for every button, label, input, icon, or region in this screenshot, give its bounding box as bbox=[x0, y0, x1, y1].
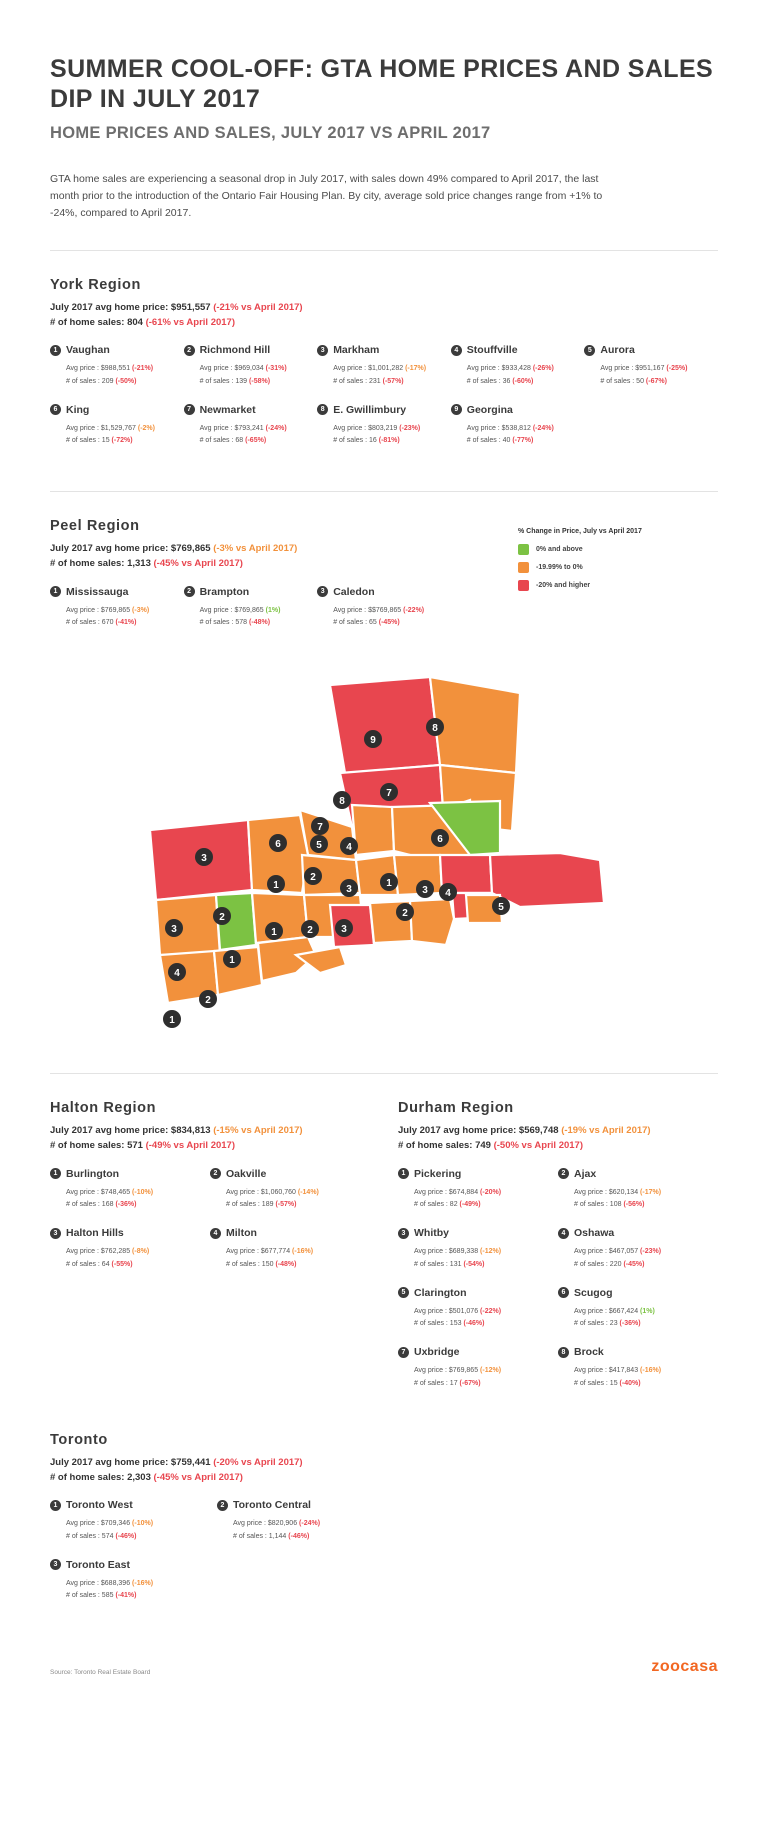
region-title: Durham Region bbox=[398, 1100, 514, 1117]
region-price-change: (-15% vs April 2017) bbox=[213, 1125, 303, 1137]
city-price: Avg price : $620,134 bbox=[574, 1188, 639, 1196]
city-price: Avg price : $667,424 bbox=[574, 1307, 639, 1315]
city-number: 1 bbox=[50, 1500, 61, 1511]
city-sales: # of sales : 108 bbox=[574, 1201, 622, 1209]
city-name: Markham bbox=[333, 344, 380, 357]
city-name: Pickering bbox=[414, 1167, 462, 1180]
city-name: Scugog bbox=[574, 1286, 613, 1299]
city-name: Caledon bbox=[333, 585, 375, 598]
svg-text:2: 2 bbox=[205, 995, 211, 1007]
region-sales-label: # of home sales: 804 bbox=[50, 316, 146, 328]
city-sales: # of sales : 150 bbox=[226, 1260, 274, 1268]
svg-text:6: 6 bbox=[275, 839, 281, 851]
city-sales: # of sales : 168 bbox=[66, 1201, 114, 1209]
city-sales-change: (-81%) bbox=[378, 437, 400, 445]
city-sales: # of sales : 36 bbox=[466, 377, 511, 385]
city-sales: # of sales : 16 bbox=[333, 437, 377, 445]
city-number: 2 bbox=[184, 586, 195, 597]
city-sales-change: (-36%) bbox=[619, 1320, 641, 1328]
page-title: SUMMER COOL-OFF: GTA HOME PRICES AND SALES DIP IN JULY 2017 bbox=[50, 55, 714, 113]
city-price-change: (-17%) bbox=[405, 365, 427, 373]
region-sales-change: (-50% vs April 2017) bbox=[493, 1140, 583, 1152]
city-number: 6 bbox=[50, 404, 61, 415]
legend-item bbox=[518, 544, 718, 555]
city-price: Avg price : $748,465 bbox=[66, 1188, 131, 1196]
legend-title: % Change in Price, July vs April 2017 bbox=[518, 528, 642, 536]
city-name: Halton Hills bbox=[66, 1227, 124, 1240]
city-sales-change: (-77%) bbox=[512, 437, 534, 445]
city-item bbox=[584, 344, 718, 388]
city-item bbox=[184, 344, 318, 388]
city-name: Milton bbox=[226, 1227, 257, 1240]
city-price-change: (-21%) bbox=[132, 365, 154, 373]
region-sales-change: (-45% vs April 2017) bbox=[153, 558, 243, 570]
city-sales: # of sales : 153 bbox=[414, 1320, 462, 1328]
svg-text:7: 7 bbox=[386, 788, 392, 800]
city-price-change: (-26%) bbox=[532, 365, 554, 373]
region-stats bbox=[50, 1124, 370, 1153]
region-sales-change: (-49% vs April 2017) bbox=[145, 1140, 235, 1152]
city-price-change: (-23%) bbox=[640, 1248, 662, 1256]
city-name: E. Gwillimbury bbox=[333, 403, 407, 416]
city-sales-change: (-65%) bbox=[245, 437, 267, 445]
region-halton bbox=[50, 1074, 370, 1405]
city-name: Burlington bbox=[66, 1167, 120, 1180]
footer bbox=[0, 1618, 768, 1702]
city-sales-change: (-54%) bbox=[463, 1260, 485, 1268]
city-sales: # of sales : 64 bbox=[66, 1260, 110, 1268]
city-price: Avg price : $793,241 bbox=[199, 424, 264, 432]
city-price-change: (-23%) bbox=[399, 424, 421, 432]
city-name: Richmond Hill bbox=[199, 344, 271, 357]
city-price: Avg price : $1,001,282 bbox=[333, 365, 404, 373]
svg-text:3: 3 bbox=[422, 885, 428, 897]
city-sales-change: (-50%) bbox=[115, 377, 137, 385]
city-grid bbox=[50, 1168, 370, 1287]
city-number: 6 bbox=[558, 1287, 569, 1298]
legend-swatch-red bbox=[518, 580, 529, 591]
city-price: Avg price : $769,865 bbox=[414, 1367, 479, 1375]
city-item bbox=[50, 404, 184, 448]
source-note: Source: Toronto Real Estate Board bbox=[50, 1669, 151, 1677]
city-price-change: (-16%) bbox=[292, 1248, 314, 1256]
city-item bbox=[558, 1168, 718, 1212]
svg-text:7: 7 bbox=[317, 822, 323, 834]
city-sales: # of sales : 578 bbox=[199, 619, 248, 627]
region-title: Toronto bbox=[50, 1431, 108, 1448]
city-number: 3 bbox=[317, 586, 328, 597]
city-name: Brampton bbox=[199, 585, 250, 598]
region-sales-label: # of home sales: 1,313 bbox=[50, 558, 154, 570]
city-price-change: (-22%) bbox=[480, 1307, 502, 1315]
city-price: Avg price : $709,346 bbox=[66, 1520, 131, 1528]
city-item bbox=[50, 1499, 217, 1543]
city-price: Avg price : $988,551 bbox=[66, 365, 131, 373]
legend-label: -19.99% to 0% bbox=[536, 564, 583, 572]
region-title: Halton Region bbox=[50, 1100, 157, 1117]
city-number: 8 bbox=[558, 1347, 569, 1358]
map-svg bbox=[0, 655, 768, 1055]
city-number: 2 bbox=[210, 1168, 221, 1179]
city-price: Avg price : $769,865 bbox=[199, 606, 264, 614]
city-price-change: (-31%) bbox=[265, 365, 287, 373]
city-name: Vaughan bbox=[66, 344, 110, 357]
city-name: Aurora bbox=[600, 344, 635, 357]
region-price-change: (-20% vs April 2017) bbox=[213, 1456, 303, 1468]
region-title: Peel Region bbox=[50, 518, 140, 535]
city-item bbox=[50, 1559, 217, 1603]
city-number: 5 bbox=[584, 345, 595, 356]
svg-text:9: 9 bbox=[370, 735, 376, 747]
city-price: Avg price : $677,774 bbox=[226, 1248, 291, 1256]
city-price-change: (-17%) bbox=[640, 1188, 662, 1196]
city-sales: # of sales : 15 bbox=[574, 1379, 618, 1387]
city-name: Oshawa bbox=[574, 1227, 615, 1240]
svg-text:2: 2 bbox=[307, 925, 313, 937]
city-sales: # of sales : 50 bbox=[600, 377, 644, 385]
city-price: Avg price : $762,285 bbox=[66, 1248, 131, 1256]
city-item bbox=[558, 1346, 718, 1390]
city-sales-change: (-60%) bbox=[512, 377, 534, 385]
city-sales-change: (-49%) bbox=[459, 1201, 481, 1209]
city-sales: # of sales : 17 bbox=[414, 1379, 458, 1387]
city-item bbox=[451, 404, 585, 448]
region-price-label: July 2017 avg home price: $769,865 bbox=[50, 543, 214, 555]
city-sales: # of sales : 82 bbox=[414, 1201, 458, 1209]
map-region-newmarket[interactable] bbox=[352, 805, 394, 855]
city-number: 5 bbox=[398, 1287, 409, 1298]
city-price: Avg price : $820,906 bbox=[233, 1520, 298, 1528]
city-number: 3 bbox=[50, 1559, 61, 1570]
city-price-change: (-20%) bbox=[480, 1188, 502, 1196]
city-number: 1 bbox=[50, 1168, 61, 1179]
region-stats bbox=[50, 1456, 384, 1485]
city-price-change: (1%) bbox=[640, 1307, 655, 1315]
city-price-change: (-10%) bbox=[132, 1188, 154, 1196]
city-item bbox=[317, 586, 451, 630]
city-price-change: (-12%) bbox=[480, 1248, 502, 1256]
city-price-change: (-3%) bbox=[132, 606, 150, 614]
city-item bbox=[398, 1168, 558, 1212]
city-number: 7 bbox=[184, 404, 195, 415]
city-item bbox=[558, 1287, 718, 1331]
city-sales-change: (-41%) bbox=[115, 619, 137, 627]
city-price-change: (-24%) bbox=[299, 1520, 321, 1528]
city-name: Uxbridge bbox=[414, 1346, 460, 1359]
city-item bbox=[50, 1168, 210, 1212]
city-sales-change: (-72%) bbox=[111, 437, 133, 445]
city-number: 4 bbox=[451, 345, 462, 356]
svg-text:8: 8 bbox=[432, 723, 438, 735]
city-price-change: (-12%) bbox=[480, 1367, 502, 1375]
city-price-change: (1%) bbox=[265, 606, 281, 614]
city-name: Toronto West bbox=[66, 1499, 133, 1512]
city-number: 3 bbox=[50, 1228, 61, 1239]
gta-choropleth-map bbox=[0, 655, 768, 1045]
city-number: 1 bbox=[50, 345, 61, 356]
svg-text:4: 4 bbox=[445, 888, 451, 900]
city-price: Avg price : $803,219 bbox=[333, 424, 398, 432]
city-sales-change: (-40%) bbox=[619, 1379, 641, 1387]
region-price-label: July 2017 avg home price: $834,813 bbox=[50, 1125, 214, 1137]
city-price: Avg price : $$769,865 bbox=[333, 606, 402, 614]
svg-text:1: 1 bbox=[169, 1015, 175, 1027]
legend-swatch-green bbox=[518, 544, 529, 555]
svg-text:5: 5 bbox=[498, 902, 504, 914]
map-region-clarington[interactable] bbox=[490, 853, 604, 907]
svg-text:4: 4 bbox=[346, 842, 352, 854]
svg-text:2: 2 bbox=[402, 908, 408, 920]
city-price-change: (-14%) bbox=[297, 1188, 319, 1196]
city-sales-change: (-58%) bbox=[249, 377, 271, 385]
city-name: Stouffville bbox=[466, 344, 518, 357]
city-sales-change: (-46%) bbox=[463, 1320, 485, 1328]
city-price: Avg price : $1,529,767 bbox=[66, 424, 136, 432]
city-price-change: (-25%) bbox=[666, 365, 688, 373]
region-price-label: July 2017 avg home price: $951,557 bbox=[50, 302, 214, 313]
city-grid bbox=[50, 1499, 384, 1618]
city-sales: # of sales : 65 bbox=[333, 619, 377, 627]
city-name: Whitby bbox=[414, 1227, 449, 1240]
city-number: 8 bbox=[317, 404, 328, 415]
city-sales: # of sales : 1,144 bbox=[233, 1532, 287, 1540]
region-sales-label: # of home sales: 749 bbox=[398, 1140, 494, 1152]
city-item bbox=[50, 586, 184, 630]
city-number: 2 bbox=[184, 345, 195, 356]
map-region-georgina[interactable] bbox=[330, 677, 440, 773]
city-name: Clarington bbox=[414, 1286, 467, 1299]
city-price-change: (-22%) bbox=[403, 606, 425, 614]
region-sales-change: (-61% vs April 2017) bbox=[145, 316, 235, 328]
city-price: Avg price : $951,167 bbox=[600, 365, 665, 373]
city-sales-change: (-45%) bbox=[378, 619, 400, 627]
city-price-change: (-2%) bbox=[137, 424, 155, 432]
svg-text:2: 2 bbox=[219, 912, 225, 924]
city-price: Avg price : $969,034 bbox=[199, 365, 264, 373]
region-price-label: July 2017 avg home price: $759,441 bbox=[50, 1456, 214, 1468]
header-section bbox=[0, 0, 768, 251]
svg-text:3: 3 bbox=[341, 924, 347, 936]
city-grid bbox=[398, 1168, 718, 1406]
svg-text:1: 1 bbox=[386, 878, 392, 890]
city-sales: # of sales : 231 bbox=[333, 377, 381, 385]
city-sales: # of sales : 68 bbox=[199, 437, 244, 445]
city-number: 7 bbox=[398, 1347, 409, 1358]
svg-text:1: 1 bbox=[271, 927, 277, 939]
city-sales: # of sales : 220 bbox=[574, 1260, 622, 1268]
city-sales-change: (-41%) bbox=[115, 1592, 137, 1599]
intro-paragraph: GTA home sales are experiencing a seasonal drop in July 2017, with sales down 49% compared to April 2017, the last month prior to the introduction of the Ontario Fair Housing Plan. By city, average sold price changes range from +1% to -24%, compared to April 2017. bbox=[50, 173, 603, 219]
region-price-change: (-3% vs April 2017) bbox=[213, 543, 298, 555]
city-price: Avg price : $417,843 bbox=[574, 1367, 639, 1375]
city-sales-change: (-45%) bbox=[623, 1260, 645, 1268]
city-item bbox=[398, 1227, 558, 1271]
legend-item bbox=[518, 562, 718, 573]
region-sales-change: (-45% vs April 2017) bbox=[153, 1471, 243, 1483]
city-number: 4 bbox=[210, 1228, 221, 1239]
legend-label: 0% and above bbox=[536, 546, 583, 554]
city-sales: # of sales : 139 bbox=[199, 377, 248, 385]
region-stats bbox=[398, 1124, 718, 1153]
city-sales-change: (-36%) bbox=[115, 1201, 137, 1209]
city-sales-change: (-57%) bbox=[382, 377, 404, 385]
city-item bbox=[398, 1287, 558, 1331]
city-price: Avg price : $689,338 bbox=[414, 1248, 479, 1256]
city-grid bbox=[50, 344, 718, 463]
city-price: Avg price : $674,884 bbox=[414, 1188, 479, 1196]
city-name: Ajax bbox=[574, 1167, 597, 1180]
page-subtitle: HOME PRICES AND SALES, JULY 2017 VS APRIL 2017 bbox=[50, 124, 491, 142]
city-sales-change: (-46%) bbox=[288, 1532, 310, 1540]
city-price: Avg price : $538,812 bbox=[466, 424, 531, 432]
svg-text:5: 5 bbox=[316, 840, 322, 852]
city-item bbox=[210, 1168, 370, 1212]
region-sales-label: # of home sales: 571 bbox=[50, 1140, 146, 1152]
city-sales: # of sales : 189 bbox=[226, 1201, 274, 1209]
city-price: Avg price : $688,396 bbox=[66, 1579, 131, 1587]
city-number: 4 bbox=[558, 1228, 569, 1239]
svg-text:8: 8 bbox=[339, 796, 345, 808]
region-price-label: July 2017 avg home price: $569,748 bbox=[398, 1125, 562, 1137]
city-number: 3 bbox=[398, 1228, 409, 1239]
city-name: Toronto Central bbox=[233, 1499, 311, 1512]
city-name: Toronto East bbox=[66, 1558, 130, 1571]
map-legend bbox=[518, 528, 718, 598]
city-sales: # of sales : 585 bbox=[66, 1592, 114, 1599]
city-sales: # of sales : 574 bbox=[66, 1532, 114, 1540]
city-sales-change: (-67%) bbox=[459, 1379, 481, 1387]
city-item bbox=[184, 586, 318, 630]
city-price: Avg price : $467,057 bbox=[574, 1248, 639, 1256]
city-name: Mississauga bbox=[66, 585, 129, 598]
region-peel bbox=[0, 492, 768, 645]
region-durham bbox=[398, 1074, 718, 1405]
region-stats bbox=[50, 301, 718, 330]
city-sales-change: (-57%) bbox=[275, 1201, 297, 1209]
city-item bbox=[50, 344, 184, 388]
city-price: Avg price : $501,076 bbox=[414, 1307, 479, 1315]
city-price: Avg price : $1,060,760 bbox=[226, 1188, 296, 1196]
city-sales-change: (-48%) bbox=[275, 1260, 297, 1268]
svg-text:1: 1 bbox=[273, 880, 279, 892]
map-region-ajax[interactable] bbox=[410, 899, 454, 945]
city-item bbox=[184, 404, 318, 448]
region-price-change: (-21% vs April 2017) bbox=[213, 302, 303, 313]
svg-text:3: 3 bbox=[171, 924, 177, 936]
city-sales: # of sales : 670 bbox=[66, 619, 114, 627]
svg-text:3: 3 bbox=[346, 884, 352, 896]
city-sales: # of sales : 40 bbox=[466, 437, 511, 445]
city-number: 1 bbox=[50, 586, 61, 597]
city-item bbox=[210, 1227, 370, 1271]
city-sales: # of sales : 209 bbox=[66, 377, 114, 385]
legend-item bbox=[518, 580, 718, 591]
city-price-change: (-8%) bbox=[132, 1248, 150, 1256]
city-price-change: (-16%) bbox=[132, 1579, 154, 1587]
city-sales-change: (-67%) bbox=[645, 377, 667, 385]
bottom-regions bbox=[0, 1073, 768, 1618]
city-price: Avg price : $933,428 bbox=[466, 365, 531, 373]
city-price-change: (-10%) bbox=[132, 1520, 154, 1528]
city-item bbox=[558, 1227, 718, 1271]
legend-label: -20% and higher bbox=[536, 582, 591, 590]
zoocasa-logo[interactable]: zoocasa bbox=[651, 1658, 718, 1676]
city-sales: # of sales : 15 bbox=[66, 437, 110, 445]
city-price: Avg price : $769,865 bbox=[66, 606, 131, 614]
city-item bbox=[451, 344, 585, 388]
city-sales-change: (-56%) bbox=[623, 1201, 645, 1209]
city-number: 3 bbox=[317, 345, 328, 356]
city-item bbox=[317, 404, 451, 448]
city-item bbox=[317, 344, 451, 388]
svg-text:4: 4 bbox=[174, 968, 180, 980]
svg-text:2: 2 bbox=[310, 872, 316, 884]
city-name: Oakville bbox=[226, 1167, 267, 1180]
region-price-change: (-19% vs April 2017) bbox=[561, 1125, 651, 1137]
city-name: Brock bbox=[574, 1346, 604, 1359]
city-number: 9 bbox=[451, 404, 462, 415]
city-price-change: (-24%) bbox=[532, 424, 554, 432]
legend-swatch-orange bbox=[518, 562, 529, 573]
region-york bbox=[0, 251, 768, 492]
region-title: York Region bbox=[50, 277, 141, 293]
city-sales-change: (-48%) bbox=[249, 619, 271, 627]
city-sales: # of sales : 23 bbox=[574, 1320, 618, 1328]
region-toronto bbox=[50, 1406, 384, 1618]
city-name: Newmarket bbox=[199, 403, 256, 416]
city-price-change: (-24%) bbox=[265, 424, 287, 432]
city-number: 2 bbox=[558, 1168, 569, 1179]
city-name: King bbox=[66, 403, 90, 416]
city-name: Georgina bbox=[466, 403, 513, 416]
region-sales-label: # of home sales: 2,303 bbox=[50, 1471, 154, 1483]
svg-text:6: 6 bbox=[437, 834, 443, 846]
city-number: 1 bbox=[398, 1168, 409, 1179]
city-sales: # of sales : 131 bbox=[414, 1260, 462, 1268]
city-number: 2 bbox=[217, 1500, 228, 1511]
city-sales-change: (-46%) bbox=[115, 1532, 137, 1540]
svg-text:3: 3 bbox=[201, 853, 207, 865]
city-item bbox=[398, 1346, 558, 1390]
city-sales-change: (-55%) bbox=[111, 1260, 133, 1268]
svg-text:1: 1 bbox=[229, 955, 235, 967]
city-item bbox=[50, 1227, 210, 1271]
city-item bbox=[217, 1499, 384, 1543]
city-price-change: (-16%) bbox=[640, 1367, 662, 1375]
